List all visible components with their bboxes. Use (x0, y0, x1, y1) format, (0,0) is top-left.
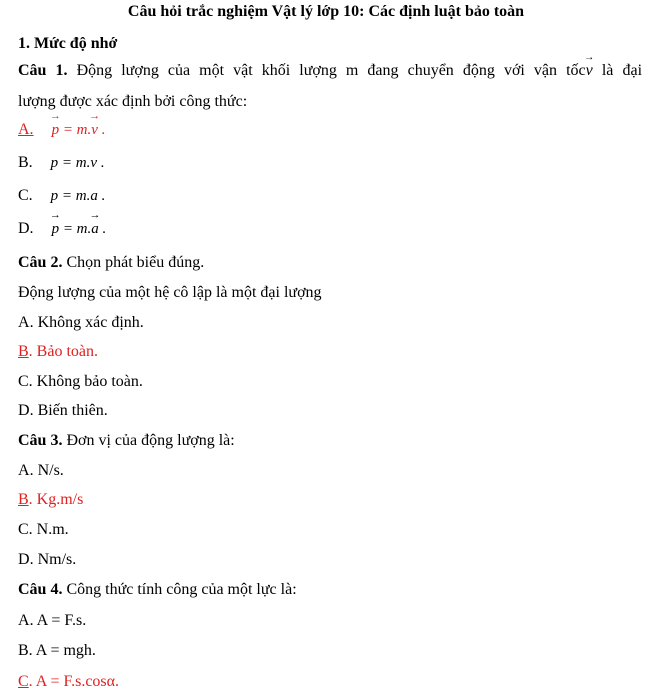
q1-option-a-rhs: → v (91, 120, 98, 140)
q3-option-b: B. Kg.m/s (18, 491, 84, 508)
q1-option-d-lhs: → p (52, 219, 60, 239)
q1-option-c-letter: C. (18, 187, 33, 204)
question-2-text: Chọn phát biểu đúng. (62, 254, 205, 271)
q1-option-c-lhs: p (50, 188, 59, 204)
question-1-text-b: là đại (601, 62, 643, 79)
q1-option-b-lhs: p (50, 155, 59, 171)
q1-option-d-rhs: → a (91, 219, 99, 239)
q3-option-a: A. N/s. (18, 462, 64, 479)
q2-option-b: B. Bảo toàn. (18, 343, 98, 360)
question-2-number: Câu 2. (18, 254, 63, 271)
q1-option-c-rhs: a (90, 188, 98, 204)
q1-option-c: C. p = m.a . (18, 187, 106, 204)
q1-option-b-rhs: v (90, 155, 98, 171)
question-2-stem: Động lượng của một hệ cô lập là một đại lượng (18, 284, 322, 301)
document-title: Câu hỏi trắc nghiệm Vật lý lớp 10: Các định luật bảo toàn (127, 3, 525, 20)
q2-option-c: C. Không bảo toàn. (18, 373, 143, 390)
q1-option-d: D. → p = m.→ a . (18, 219, 642, 239)
q2-option-a: A. Không xác định. (18, 314, 144, 331)
q1-option-d-letter: D. (18, 220, 34, 237)
question-3-number: Câu 3. (18, 432, 63, 449)
question-1-text-a: Động lượng của một vật khối lượng m đang chuyển động với vận tốc (76, 62, 586, 79)
q1-option-a-letter: A. (18, 121, 34, 138)
q4-option-c: C. A = F.s.cosα. (18, 673, 120, 690)
question-4 (18, 580, 642, 600)
q1-option-b: B. p = m.v . (18, 154, 105, 171)
q3-option-d: D. Nm/s. (18, 551, 77, 568)
q1-option-b-letter: B. (18, 154, 33, 171)
section-heading: 1. Mức độ nhớ (18, 35, 118, 52)
question-4-text: Công thức tính công của một lực là: (62, 581, 297, 598)
q4-option-a: A. A = F.s. (18, 612, 87, 629)
q2-option-d: D. Biến thiên. (18, 402, 108, 419)
question-4-number: Câu 4. (18, 581, 63, 598)
velocity-symbol: → v (586, 61, 593, 81)
question-3-text: Đơn vị của động lượng là: (62, 432, 235, 449)
question-1-line-2: lượng được xác định bởi công thức: (18, 93, 248, 110)
question-1-line-1 (18, 61, 642, 81)
q4-option-b: B. A = mgh. (18, 642, 96, 659)
q1-option-a: A. → p = m.→ v . (18, 120, 642, 140)
question-3 (18, 431, 642, 451)
q1-option-a-lhs: → p (52, 120, 60, 140)
question-2 (18, 253, 642, 273)
question-1-number: Câu 1. (18, 62, 68, 79)
q3-option-c: C. N.m. (18, 521, 69, 538)
